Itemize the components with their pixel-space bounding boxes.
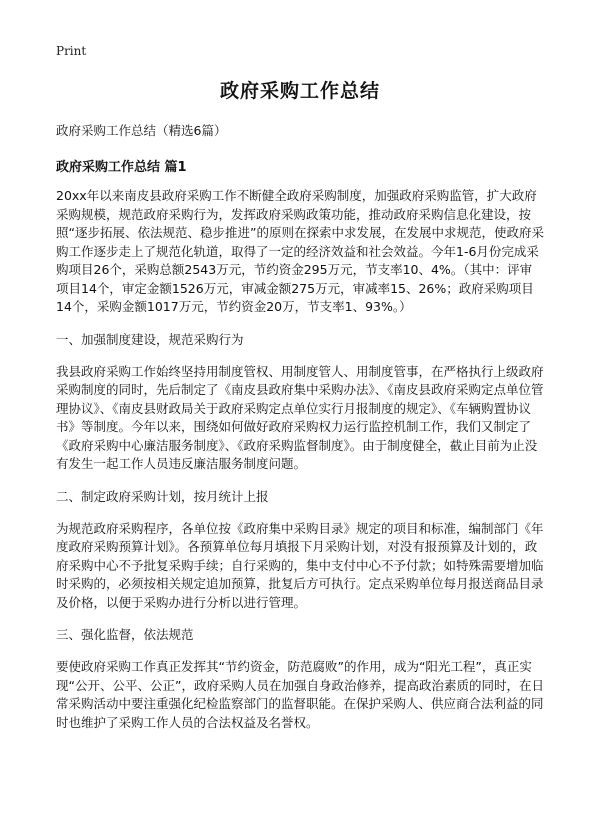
document-subtitle: 政府采购工作总结（精选6篇）: [56, 123, 227, 138]
document-title: 政府采购工作总结: [219, 80, 380, 102]
section-heading-1: 一、加强制度建设，规范采购行为: [56, 331, 244, 347]
section-heading-3: 三、强化监督，依法规范: [56, 627, 194, 642]
section-2-paragraph: 为规范政府采购程序，各单位按《政府集中采购目录》规定的项目和标准，编制部门《年度政府采购预算计划》。各预算单位每月填报下月采购计划，对没有报预算及计划的，政府采购中心不予批复采购手续；自行采购的，集中支付中心不予付款；如特殊需要增加临时采购的，必须按相关规定追加预算，批复后方可执行。定点采购单位每月报送商品目录及价格，以便于采购办进行分析以进行管理。: [56, 520, 544, 610]
article-title: 政府采购工作总结 篇1: [56, 160, 187, 175]
print-link[interactable]: Print: [56, 44, 87, 58]
section-1-paragraph: 我县政府采购工作始终坚持用制度管权、用制度管人、用制度管事，在严格执行上级政府采购制度的同时，先后制定了《南皮县政府集中采购办法》、《南皮县政府采购定点单位管理协议》、《南皮县财政局关于政府采购定点单位实行月报制度的规定》、《车辆购置协议书》等制度。今年以来，围绕如何做好政府采购权力运行监控机制工作，我们又制定了《政府采购中心廉洁服务制度》、《政府采购监督制度》。由于制度健全，截止目前为止没有发生一起工作人员违反廉洁服务制度问题。: [56, 363, 544, 471]
section-3-paragraph: 要使政府采购工作真正发挥其“节约资金，防范腐败”的作用，成为“阳光工程”，真正实现“公开、公平、公正”，政府采购人员在加强自身政治修养，提高政治素质的同时，在日常采购活动中要注重强化纪检监察部门的监督职能。在保护采购人、供应商合法利益的同时也维护了采购工作人员的合法权益及名誉权。: [56, 659, 544, 730]
section-heading-2: 二、制定政府采购计划，按月统计上报: [56, 488, 269, 504]
intro-paragraph: 20xx年以来南皮县政府采购工作不断健全政府采购制度，加强政府采购监管，扩大政府采购规模，规范政府采购行为，发挥政府采购政策功能，推动政府采购信息化建设，按照“逐步拓展、依法规范、稳步推进”的原则在探索中求发展，在发展中求规范，使政府采购工作逐步走上了规范化轨道，取得了一定的经济效益和社会效益。今年1-6月份完成采购项目26个，采购总额2543万元，节约资金295万元，节支率10、4%。（其中：评审项目14个，审定金额1526万元，审减金额275万元，审减率15、26%；政府采购项目14个，采购金额1017万元，节约资金20万，节支率1、93%。）: [56, 188, 544, 314]
